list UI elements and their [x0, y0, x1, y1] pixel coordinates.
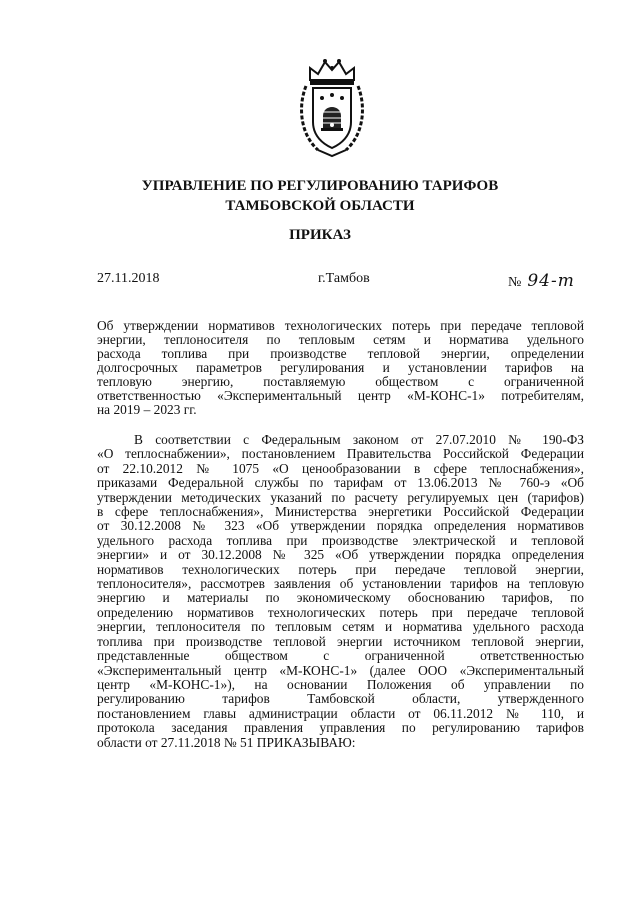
body-line: в сфере теплоснабжения», Министерства энергетики Российской Федерации [97, 504, 584, 520]
body-line: энергии» и от 30.12.2008 № 325 «Об утверждении порядка определения [97, 547, 584, 563]
body-line: представленные обществом с ограниченной ответственностью [97, 648, 584, 664]
body-line: энергии, теплоносителя по тепловым сетям и норматива удельного расхода [97, 619, 584, 635]
body-line: определению нормативов технологических потерь при передаче тепловой [97, 604, 584, 620]
organization-name [0, 176, 640, 216]
body-line: «О теплоснабжении», постановлением Правительства Российской Федерации [97, 446, 584, 462]
subject-line: ответственностью «Экспериментальный центр «М-КОНС-1» потребителям, [97, 388, 584, 403]
body-line: приказами Федеральной службы по тарифам от 13.06.2013 № 760-э «Об [97, 475, 584, 491]
body-line: области от 27.11.2018 № 51 ПРИКАЗЫВАЮ: [97, 734, 356, 750]
subject-line: тепловую энергию, поставляемую обществом с ограниченной [97, 374, 584, 389]
body-line: теплоносителя», рассмотрев заявления об установлении тарифов на тепловую [97, 576, 584, 592]
order-date: 27.11.2018 [97, 271, 160, 286]
order-city: г.Тамбов [318, 271, 370, 286]
body-line: от 22.10.2012 № 1075 «О ценообразовании в сфере теплоснабжения», [97, 460, 584, 476]
subject-line: долгосрочных параметров регулирования и установлении тарифов на [97, 360, 584, 375]
body-line: В соответствии с Федеральным законом от 27.07.2010 № 190-ФЗ [134, 432, 584, 447]
body-line: топлива при производстве тепловой энергии источником тепловой энергии, [97, 633, 584, 649]
body-line: регулированию тарифов Тамбовской области, утвержденного [97, 691, 584, 707]
body-line: нормативов технологических потерь при передаче тепловой энергии, [97, 561, 584, 577]
body-line: энергию и материалы по экономическому обоснованию тарифов, по [97, 590, 584, 606]
order-body [97, 433, 584, 750]
body-line: постановлением главы администрации области от 06.11.2012 № 110, и [97, 705, 584, 721]
tambov-coat-of-arms-icon [296, 56, 368, 160]
subject-line: на 2019 – 2023 гг. [97, 402, 197, 417]
body-line: центр «М-КОНС-1»), на основании Положения об управлении по [97, 676, 584, 692]
body-line: протокола заседания правления управления по регулированию тарифов [97, 720, 584, 736]
order-subject [97, 319, 584, 417]
subject-line: Об утверждении нормативов технологических потерь при передаче тепловой [97, 318, 584, 333]
body-line: от 30.12.2008 № 323 «Об утверждении порядка определения нормативов [97, 518, 584, 534]
order-number-label: № [508, 275, 522, 290]
subject-line: расхода топлива при производстве тепловой энергии, определении [97, 346, 584, 361]
body-line: удельного расхода топлива при производстве электрической и тепловой [97, 532, 584, 548]
body-line: «Экспериментальный центр «М-КОНС-1» (далее ООО «Экспериментальный [97, 662, 584, 678]
subject-line: энергии, теплоносителя по тепловым сетям и норматива удельного [97, 332, 584, 347]
organization-line-1: УПРАВЛЕНИЕ ПО РЕГУЛИРОВАНИЮ ТАРИФОВ [141, 178, 499, 194]
document-type: ПРИКАЗ [289, 227, 351, 243]
order-number [508, 271, 575, 291]
order-number-value: 94-т [527, 271, 575, 291]
organization-line-2: ТАМБОВСКОЙ ОБЛАСТИ [225, 198, 415, 214]
body-line: утверждении методических указаний по расчету регулируемых цен (тарифов) [97, 489, 584, 505]
